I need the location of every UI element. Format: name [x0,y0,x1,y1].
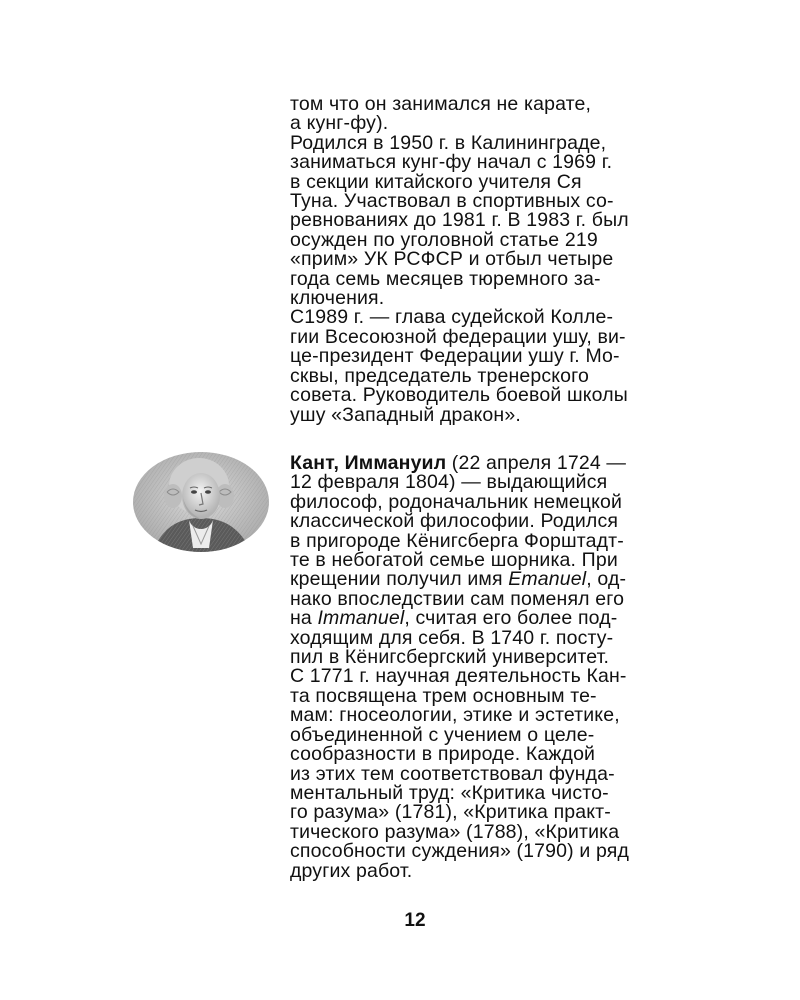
text-fragment: (22 апреля 1724 — [446,452,627,474]
text-line: С1989 г. — глава судейской Колле- [290,306,614,329]
text-fragment: на [290,607,318,630]
text-line: ментальный труд: «Критика чисто- [290,781,609,804]
text-line: те в небогатой семье шорника. При [290,549,618,572]
text-line: ключения. [290,287,385,310]
text-line: из этих тем соответствовал фунда- [290,762,615,785]
text-line: сообразности в природе. Каждой [290,743,596,766]
text-line: Туна. Участвовал в спортивных со- [290,190,614,213]
text-line [290,609,730,628]
text-line: философ, родоначальник немецкой [290,490,623,513]
article-continuation [290,95,730,425]
page-number: 12 [404,910,426,931]
text-line: пил в Кёнигсбергский университет. [290,646,610,669]
text-line: других работ. [290,859,413,882]
text-line: заниматься кунг-фу начал с 1969 г. [290,151,613,174]
kant-portrait [133,452,269,552]
text-line [290,570,730,589]
text-line: тического разума» (1788), «Критика [290,820,620,843]
text-line: а кунг-фу). [290,112,389,135]
text-line: С 1771 г. научная деятельность Кан- [290,665,627,688]
text-line: ушу «Западный дракон». [290,403,521,426]
text-line: сквы, председатель тренерского [290,364,589,387]
text-line: года семь месяцев тюремного за- [290,267,601,290]
text-fragment: , од- [586,568,627,591]
text-line: объединенной с учением о целе- [290,723,595,746]
text-line: це-президент Федерации ушу г. Мо- [290,345,620,368]
kant-biography [290,454,730,881]
entry-name: Кант, Иммануил [290,452,447,474]
text-fragment: крещении получил имя [290,568,509,591]
text-line: осужден по уголовной статье 219 [290,228,598,251]
text-line: та посвящена трем основным те- [290,684,597,707]
text-line: мам: гносеологии, этике и эстетике, [290,704,620,727]
text-line: совета. Руководитель боевой школы [290,384,628,407]
text-line: том что он занимался не карате, [290,93,592,115]
text-line: способности суждения» (1790) и ряд [290,840,629,863]
text-line: гии Всесоюзной федерации ушу, ви- [290,325,626,348]
text-line: «прим» УК РСФСР и отбыл четыре [290,248,614,271]
text-line: в пригороде Кёнигсберга Форштадт- [290,529,624,552]
text-fragment: , считая его более под- [404,607,618,630]
text-line: в секции китайского учителя Ся [290,170,582,193]
text-line: го разума» (1781), «Критика практ- [290,801,611,824]
text-line: ревнованиях до 1981 г. В 1983 г. был [290,209,629,232]
text-line: классической философии. Родился [290,510,619,533]
italic-name-emanuel: Emanuel [508,568,587,591]
italic-name-immanuel: Immanuel [317,607,405,630]
portrait-engraving [133,452,269,552]
text-line: ходящим для себя. В 1740 г. посту- [290,626,614,649]
text-line: Родился в 1950 г. в Калининграде, [290,131,607,154]
text-line: нако впоследствии сам поменял его [290,587,625,610]
text-line: 12 февраля 1804) — выдающийся [290,471,608,494]
